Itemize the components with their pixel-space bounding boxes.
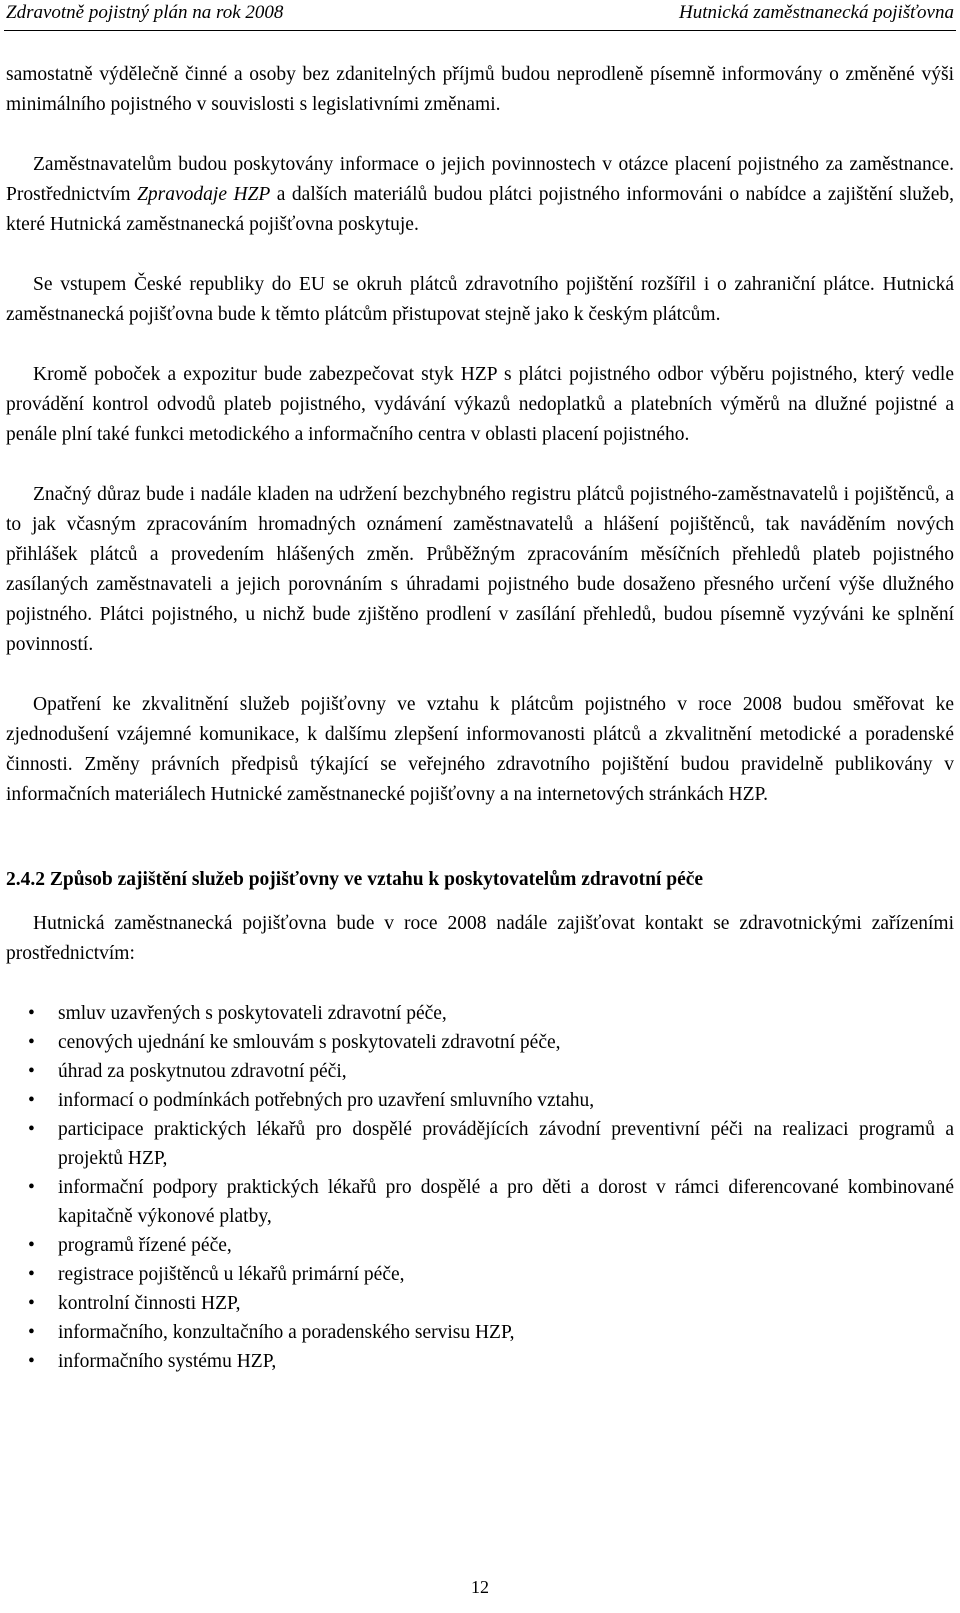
bullet-icon: • (28, 1119, 35, 1140)
provider-contact-list (6, 999, 954, 1376)
bullet-icon: • (28, 1032, 35, 1053)
list-item: • registrace pojištěnců u lékařů primární péče, (6, 1260, 954, 1289)
list-item: • informačního, konzultačního a poradenského servisu HZP, (6, 1318, 954, 1347)
paragraph-collection-department: Kromě poboček a expozitur bude zabezpečovat styk HZP s plátci pojistného odbor výběru pojistného, který vedle provádění kontrol odvodů plateb pojistného, vydávání výkazů nedoplatků a platebních výměrů na dlužné pojistné a penále plní také funkci metodického a informačního centra v oblasti placení pojistného. (6, 364, 954, 445)
list-item: • úhrad za poskytnutou zdravotní péči, (6, 1057, 954, 1086)
list-item: • smluv uzavřených s poskytovateli zdravotní péče, (6, 999, 954, 1028)
bullet-icon: • (28, 1003, 35, 1024)
list-item: • informací o podmínkách potřebných pro uzavření smluvního vztahu, (6, 1086, 954, 1115)
paragraph-minimum-premium: samostatně výdělečně činné a osoby bez zdanitelných příjmů budou neprodleně písemně informovány o změněné výši minimálního pojistného v souvislosti s legislativními změnami. (6, 64, 954, 115)
bullet-icon: • (28, 1177, 35, 1198)
list-item: • informační podpory praktických lékařů pro dospělé a pro děti a dorost v rámci diferencované kombinované kapitačně výkonové platby, (6, 1173, 954, 1231)
newsletter-title: Zpravodaje HZP (137, 184, 271, 205)
bullet-icon: • (28, 1264, 35, 1285)
paragraph-service-measures: Opatření ke zkvalitnění služeb pojišťovny ve vztahu k plátcům pojistného v roce 2008 budou směřovat ke zjednodušení vzájemné komunikace, k dalšímu zlepšení informovanosti plátců a zkvalitnění metodické a poradenské činnosti. Změny právních předpisů týkající se veřejného zdravotního pojištění budou pravidelně publikovány v informačních materiálech Hutnické zaměstnanecké pojišťovny a na internetových stránkách HZP. (6, 694, 954, 805)
page-number: 12 (471, 1577, 489, 1597)
header-document-title: Zdravotně pojistný plán na rok 2008 (6, 2, 284, 23)
list-item: • programů řízené péče, (6, 1231, 954, 1260)
header-organization: Hutnická zaměstnanecká pojišťovna (679, 2, 954, 23)
list-item: • cenových ujednání ke smlouvám s poskytovateli zdravotní péče, (6, 1028, 954, 1057)
bullet-icon: • (28, 1351, 35, 1372)
paragraph-payer-registry: Značný důraz bude i nadále kladen na udržení bezchybného registru plátců pojistného-zaměstnavatelů i pojištěnců, a to jak včasným zpracováním hromadných oznámení zaměstnavatelů a hlášení pojištěnců, tak naváděním nových přihlášek plátců a provedením hlášených změn. Průběžným zpracováním měsíčních přehledů plateb pojistného zasílaných zaměstnavateli a jejich porovnáním s úhradami pojistného bude dosaženo přesného určení výše dlužného pojistného. Plátci pojistného, u nichž bude zjištěno prodlení v zasílání přehledů, budou písemně vyzýváni ke splnění povinností. (6, 484, 954, 655)
running-header (4, 0, 956, 31)
paragraph-eu-payers: Se vstupem České republiky do EU se okruh plátců zdravotního pojištění rozšířil i o zahraniční plátce. Hutnická zaměstnanecká pojišťovna bude k těmto plátcům přistupovat stejně jako k českým plátcům. (6, 274, 954, 325)
bullet-icon: • (28, 1235, 35, 1256)
section-heading: 2.4.2 Způsob zajištění služeb pojišťovny ve vztahu k poskytovatelům zdravotní péče (6, 869, 704, 890)
list-item: • participace praktických lékařů pro dospělé provádějících závodní preventivní péči na realizaci programů a projektů HZP, (6, 1115, 954, 1173)
bullet-icon: • (28, 1322, 35, 1343)
section-intro: Hutnická zaměstnanecká pojišťovna bude v roce 2008 nadále zajišťovat kontakt se zdravotnickými zařízeními prostřednictvím: (6, 913, 954, 964)
paragraph-employers: Zaměstnavatelům budou poskytovány informace o jejich povinnostech v otázce placení pojistného za zaměstnance. Prostřednictvím Zpravodaje HZP a dalších materiálů budou plátci pojistného informováni o nabídce a zajištění služeb, které Hutnická zaměstnanecká pojišťovna poskytuje. (6, 154, 954, 235)
list-item: • kontrolní činnosti HZP, (6, 1289, 954, 1318)
bullet-icon: • (28, 1090, 35, 1111)
bullet-icon: • (28, 1293, 35, 1314)
bullet-icon: • (28, 1061, 35, 1082)
page-body (6, 60, 954, 1376)
list-item: • informačního systému HZP, (6, 1347, 954, 1376)
